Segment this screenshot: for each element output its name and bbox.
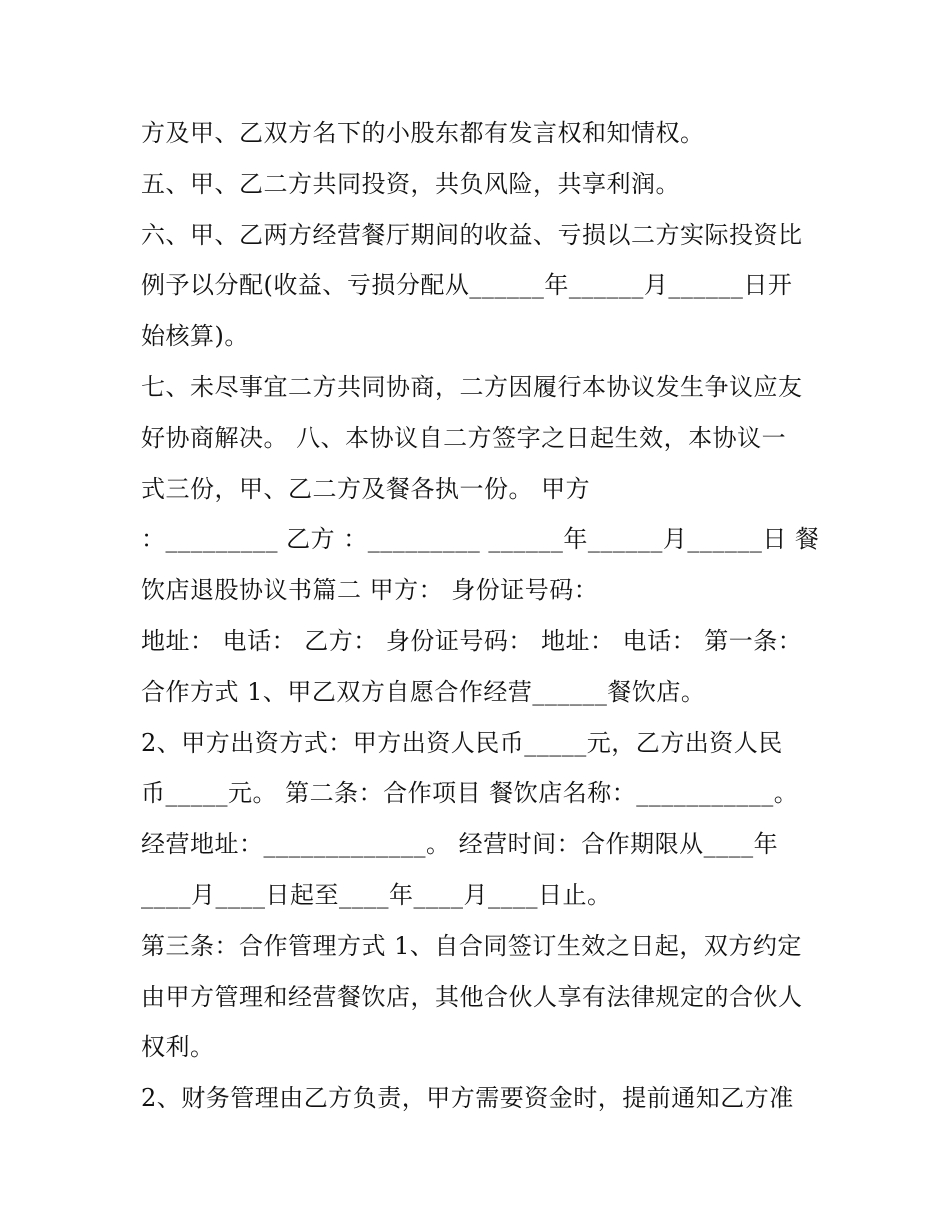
text-line: 2、财务管理由乙方负责，甲方需要资金时，提前通知乙方准	[141, 1084, 794, 1113]
text-line: 权利。	[141, 1033, 215, 1062]
text-line: 饮店退股协议书篇二 甲方： 身份证号码：	[141, 576, 599, 605]
text-line: 式三份，甲、乙二方及餐各执一份。 甲方	[141, 474, 591, 503]
text-line: 2、甲方出资方式：甲方出资人民币_____元，乙方出资人民	[141, 728, 783, 757]
text-line: 五、甲、乙二方共同投资，共负风险，共享利润。	[141, 169, 680, 198]
text-line: 地址： 电话： 乙方： 身份证号码： 地址： 电话： 第一条：	[141, 626, 803, 655]
text-line: 第三条：合作管理方式 1、自合同签订生效之日起，双方约定	[141, 931, 802, 960]
text-line: 六、甲、乙两方经营餐厅期间的收益、亏损以二方实际投资比	[141, 220, 803, 249]
text-line: 由甲方管理和经营餐饮店，其他合伙人享有法律规定的合伙人	[141, 982, 803, 1011]
text-line: 合作方式 1、甲乙双方自愿合作经营______餐饮店。	[141, 677, 706, 706]
text-line: 例予以分配(收益、亏损分配从______年______月______日开	[141, 271, 793, 300]
text-line: 方及甲、乙双方名下的小股东都有发言权和知情权。	[141, 119, 705, 147]
text-line: 始核算)。	[141, 322, 249, 351]
text-line: ____月____日起至____年____月____日止。	[141, 880, 612, 909]
text-line: 经营地址：_____________。 经营时间：合作期限从____年	[141, 830, 779, 859]
text-line: 好协商解决。 八、本协议自二方签字之日起生效，本协议一	[141, 423, 787, 452]
text-line: 七、未尽事宜二方共同协商，二方因履行本协议发生争议应友	[141, 372, 803, 401]
text-line: 币_____元。 第二条：合作项目 餐饮店名称：___________。	[141, 779, 799, 808]
text-line: ：_________ 乙方 ：_________ ______年______月______日 餐	[141, 525, 820, 554]
document-body	[141, 108, 821, 1124]
